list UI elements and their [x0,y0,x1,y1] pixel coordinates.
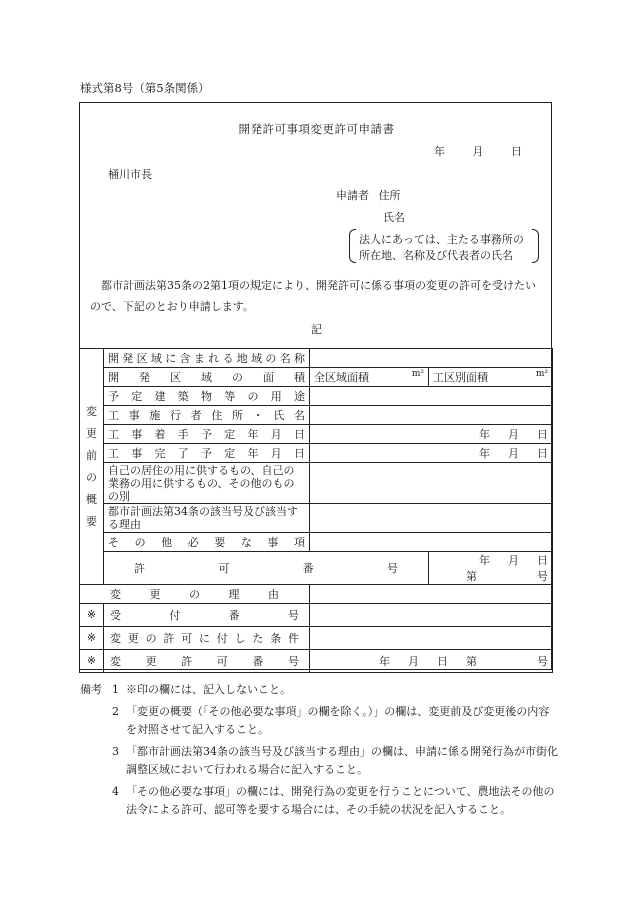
applicant-address [336,187,401,203]
month-label: 月 [508,428,519,441]
change-permit-no-label: 変更許可番号 [104,650,310,673]
zone-area-label: 工区別面積 [433,371,488,384]
table-row [80,387,553,406]
right-bracket [532,229,539,263]
area-name-label: 開発区域に含まれる地域の名称 [104,349,310,368]
building-use-label: 予定建築物等の用途 [104,387,310,406]
address-label: 住所 [378,189,401,202]
month-label: 月 [508,554,519,567]
section-label [80,349,104,585]
conditions-label: 変更の許可に付した条件 [104,627,310,650]
permit-no-field[interactable] [429,552,553,585]
unit-label: m² [535,369,548,379]
dai-label: 第 [466,570,477,583]
contractor-field[interactable] [310,406,553,425]
note-text: ※印の欄には、記入しないこと。 [126,683,291,696]
year-label: 年 [479,447,490,460]
note-text: 「変更の概要（「その他必要な事項」の欄を除く。）」の欄は、変更前及び変更後の内容を対照させて記入すること。 [126,705,550,736]
area-name-field[interactable] [310,349,553,368]
change-permit-mark: ※ [80,650,104,673]
building-use-field[interactable] [310,387,553,406]
table-row [80,504,553,533]
day-label: 日 [537,447,548,460]
application-statement: 都市計画法第35条の2第1項の規定により、開発許可に係る事項の変更の許可を受けたいので、下記のとおり申請します。 [90,279,536,313]
applicant-label: 申請者 [336,189,369,202]
year-label: 年 [479,428,490,441]
day-label: 日 [537,428,548,441]
receipt-no-field[interactable] [310,604,553,627]
table-row [80,604,553,627]
other-field[interactable] [310,533,553,552]
note-item [80,783,560,819]
note-number: 4 [112,785,119,798]
month-label: 月 [408,655,419,668]
use-type-field[interactable] [310,463,553,504]
note-number: 2 [112,705,119,718]
table-row [80,444,553,463]
corporate-note-line2: 所在地、名称及び代表者の氏名 [359,249,513,262]
section-char: 変 [86,404,97,418]
receipt-no-label: 受付番号 [104,604,310,627]
date-line [434,143,523,159]
conditions-field[interactable] [310,627,553,650]
art34-field[interactable] [310,504,553,533]
table-row [80,406,553,425]
change-permit-no-field[interactable] [310,650,553,673]
corporate-note-line1: 法人にあっては、主たる事務所の [359,233,524,246]
table-row [80,650,553,673]
document-title: 開発許可事項変更許可申請書 [238,122,395,136]
section-char: の [86,470,97,484]
application-table [79,348,553,673]
date-year: 年 [434,145,446,158]
table-row [80,463,553,504]
date-month: 月 [472,145,485,158]
go-label: 号 [537,570,548,583]
notes-header: 備考 [80,683,102,696]
area-size-label: 開発区域の面積 [104,368,310,387]
conditions-mark: ※ [80,627,104,650]
form-id: 様式第8号（第5条関係） [80,81,210,95]
use-type-label: 自己の居住の用に供するもの、自己の業務の用に供するもの、その他のものの別 [104,463,310,504]
change-reason-field[interactable] [310,585,553,604]
go-label: 号 [537,655,548,668]
section-char: 要 [86,514,97,528]
applicant-name-label: 氏名 [383,211,405,224]
total-area-field[interactable] [310,368,429,387]
table-row [80,368,553,387]
permit-no-label: 許可番号 [104,552,429,585]
note-text: 「その他必要な事項」の欄には、開発行為の変更を行うことについて、農地法その他の法令による許可、認可等を要する場合には、その手続の状況を記入すること。 [126,785,555,816]
date-day: 日 [511,145,523,158]
year-label: 年 [379,655,390,668]
end-date-label: 工事完了予定年月日 [104,444,310,463]
month-label: 月 [508,447,519,460]
table-row [80,552,553,585]
table-row [80,585,553,604]
day-label: 日 [537,554,548,567]
zone-area-field[interactable] [429,368,553,387]
section-char: 前 [86,448,97,462]
day-label: 日 [437,655,448,668]
note-number: 3 [112,745,119,758]
table-row [80,627,553,650]
left-bracket [349,229,356,263]
note-item [80,743,560,779]
table-row [80,349,553,368]
table-row [80,533,553,552]
notes-section [80,681,560,823]
note-item [80,681,560,699]
change-reason-label: 変更の理由 [80,585,310,604]
start-date-label: 工事着手予定年月日 [104,425,310,444]
art34-label: 都市計画法第34条の該当号及び該当する理由 [104,504,310,533]
table-row [80,425,553,444]
year-label: 年 [479,554,490,567]
note-text: 「都市計画法第34条の該当号及び該当する理由」の欄は、申請に係る開発行為が市街化調整区域において行われる場合に記入すること。 [126,745,558,776]
total-area-label: 全区域面積 [314,371,369,384]
other-label: その他必要な事項 [104,533,310,552]
addressee: 桶川市長 [108,168,152,181]
receipt-mark: ※ [80,604,104,627]
corporate-note [349,229,539,263]
note-number: 1 [112,683,119,696]
start-date-field[interactable] [310,425,553,444]
contractor-label: 工事施行者住所・氏名 [104,406,310,425]
section-char: 概 [86,492,97,506]
section-char: 更 [86,426,97,440]
ki-heading: 記 [311,323,322,336]
unit-label: m² [411,369,424,379]
note-item [80,703,560,739]
dai-label: 第 [466,655,477,668]
end-date-field[interactable] [310,444,553,463]
